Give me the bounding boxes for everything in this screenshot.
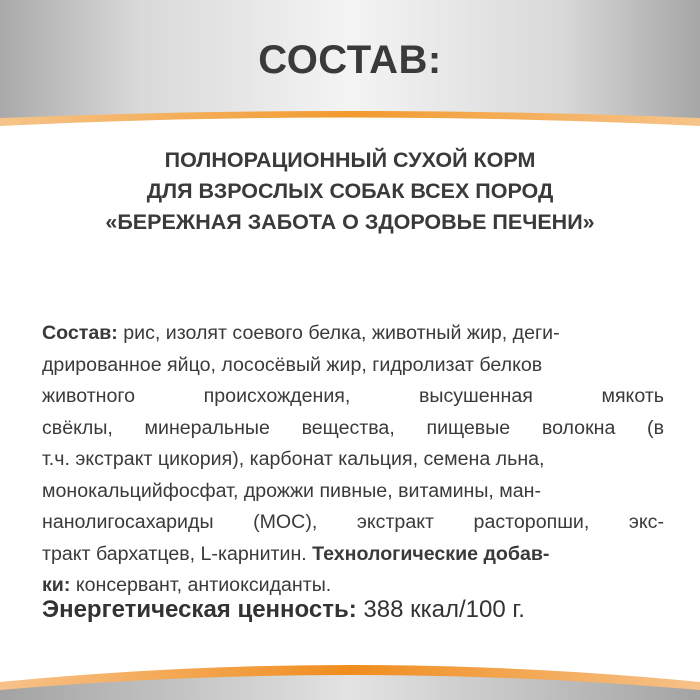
additives-label: Технологические добав-	[312, 542, 550, 565]
composition-text-segment: рис, изолят соевого белка, животный жир, деги-	[117, 322, 560, 344]
composition-line: свёклы, минеральные вещества, пищевые волокна (в	[42, 416, 664, 439]
composition-line	[42, 539, 664, 571]
subtitle-line: ДЛЯ ВЗРОСЛЫХ СОБАК ВСЕХ ПОРОД	[146, 179, 554, 203]
energy-value: 388 ккал/100 г.	[356, 596, 525, 623]
composition-line: монокальцийфосфат, дрожжи пивные, витамины, ман-	[42, 479, 542, 502]
product-subtitle	[0, 145, 700, 238]
composition-text	[42, 318, 664, 602]
composition-line: животного происхождения, высушенная мякоть	[42, 385, 664, 407]
energy-label: Энергетическая ценность:	[42, 596, 357, 623]
composition-text-segment: тракт бархатцев, L-карнитин.	[42, 542, 313, 565]
footer-band	[0, 640, 700, 700]
composition-line: т.ч. экстракт цикория), карбонат кальция, семена льна,	[42, 448, 545, 470]
composition-line	[42, 318, 664, 350]
composition-label: Состав:	[42, 322, 118, 344]
subtitle-line: «БЕРЕЖНАЯ ЗАБОТА О ЗДОРОВЬЕ ПЕЧЕНИ»	[105, 210, 595, 234]
additives-value: консервант, антиоксиданты.	[70, 574, 332, 596]
energy-value-row	[42, 596, 664, 624]
composition-line: нанолигосахариды (МОС), экстракт расторопши, экс-	[42, 511, 664, 533]
page-title: СОСТАВ:	[258, 38, 442, 82]
additives-label-end: ки:	[42, 574, 71, 596]
composition-line: дрированное яйцо, лососёвый жир, гидролизат белков	[42, 353, 543, 376]
subtitle-line: ПОЛНОРАЦИОННЫЙ СУХОЙ КОРМ	[164, 148, 536, 172]
